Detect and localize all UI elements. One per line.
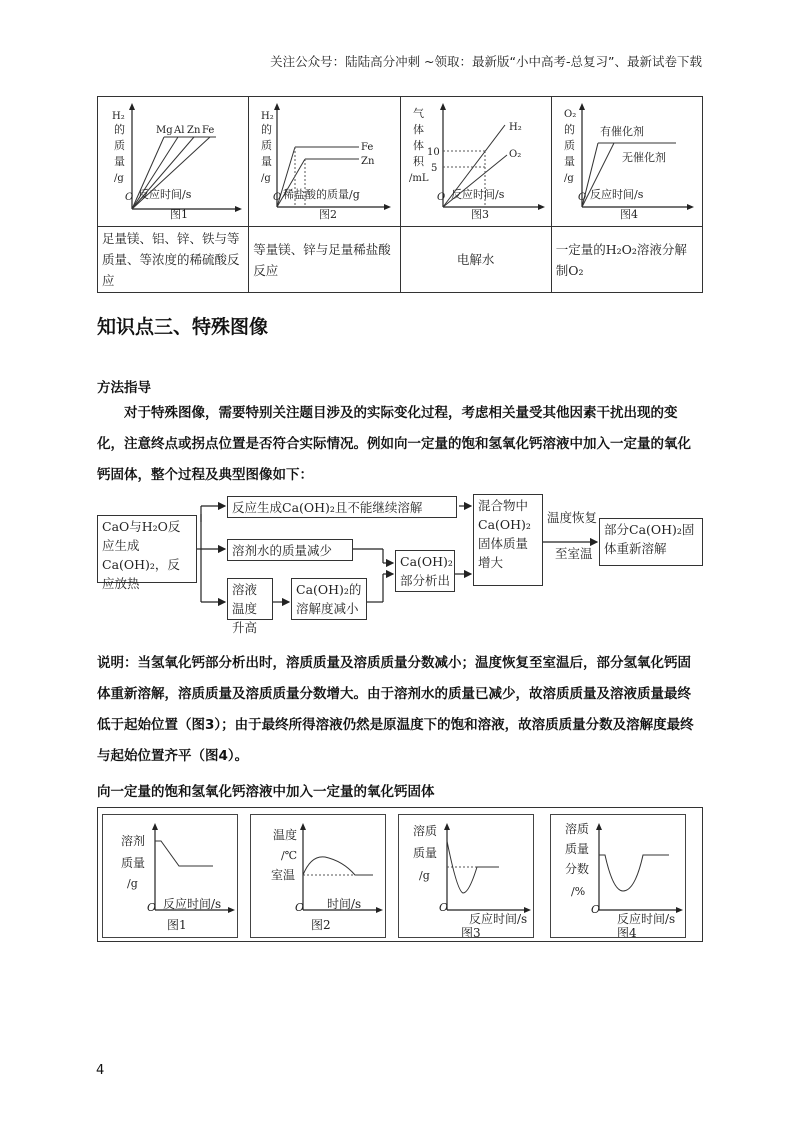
caption: 图2 [311,918,331,932]
ylabel: 体 [412,123,424,136]
figure-2-fe-zn [249,97,400,225]
table-cell-description: 足量镁、铝、锌、铁与等质量、等浓度的稀硫酸反应 [98,227,249,293]
ylabel: /g [127,877,138,890]
series-label: H₂ [508,122,522,133]
ylabel: O₂ [563,109,576,120]
ylabel: 积 [412,155,424,168]
table-cell-description: 一定量的H₂O₂溶液分解制O₂ [551,227,702,293]
ylabel: 溶质 [565,822,590,836]
origin: O [436,192,445,203]
caption: 图4 [619,208,638,221]
xlabel: 反应时间/s [589,188,644,201]
ylabel: 的 [261,123,273,136]
series-label: Fe [361,142,374,153]
table-cell-description: 电解水 [400,227,551,293]
flow-box-solid-increase: 混合物中Ca(OH)₂固体质量增大 [473,494,543,586]
figure-2-temperature [251,815,385,937]
tick-label: 5 [430,163,437,174]
figure-cell [250,814,386,938]
figure-1-mg-al-zn-fe [98,97,249,225]
method-label: 方法指导 [97,380,151,396]
xlabel: 反应时间/s [617,912,676,926]
figure-4-mass-fraction [551,815,685,937]
table-cell [551,97,702,227]
special-graphs-panel [97,807,703,942]
ylabel: 质 [563,139,575,152]
origin: O [147,901,157,914]
table-cell [98,97,249,227]
ylabel: 的 [114,123,125,136]
figure-1-solvent-mass [103,815,237,937]
page-header: 关注公众号：陆陆高分冲刺 ~领取：最新版“小中高考-总复习”、最新试卷下载 [270,54,702,69]
flow-box-temp-rise: 溶液温度升高 [227,578,273,620]
ylabel: 温度 [273,828,298,842]
xlabel: 反应时间/s [450,188,504,201]
ylabel: 质量 [413,846,438,860]
flowchart [97,492,703,635]
ylabel: 量 [114,155,125,168]
figure-3-electrolysis [401,97,552,225]
table-cell [249,97,400,227]
arrow-label-line2: 至室温 [555,546,593,561]
caption: 图1 [170,208,188,221]
caption: 图4 [617,926,637,937]
origin: O [273,192,282,203]
ylabel: 量 [261,155,273,168]
graphs-table [97,96,703,293]
flow-box-end: 部分Ca(OH)₂固体重新溶解 [599,518,703,566]
figure-4-catalyst [552,97,703,225]
flow-box-water-decrease: 溶剂水的质量减少 [227,539,353,561]
explanation-paragraph: 说明：当氢氧化钙部分析出时，溶质质量及溶质质量分数减小；温度恢复至室温后，部分氢氧化钙固体重新溶解，溶质质量及溶质质量分数增大。由于溶剂水的质量已减少，故溶质质量及溶液质量最终低于起始位置（图3）；由于最终所得溶液仍然是原温度下的饱和溶液，故溶质质量分数及溶解度最终与起始位置齐平（图4）。 [97,655,694,764]
ylabel: 分数 [565,862,590,876]
ylabel: 的 [563,123,575,136]
xlabel: 时间/s [327,897,362,911]
series-label: Mg [156,125,173,136]
ylabel: 质 [261,139,273,152]
ylabel: 溶质 [413,824,438,838]
section-title: 知识点三、特殊图像 [97,316,269,338]
flow-box-precipitate: Ca(OH)₂部分析出 [395,550,455,592]
ylabel: 气 [412,107,424,120]
ylabel: /g [563,173,574,184]
figure-cell [102,814,238,938]
caption: 图1 [167,918,187,932]
page-number: 4 [96,1063,105,1078]
origin: O [591,903,601,916]
series-label: Al [174,125,185,136]
ylabel: 质量 [121,856,146,870]
ylabel: /g [261,173,272,184]
xlabel: 反应时间/s [138,188,192,201]
table-cell-description: 等量镁、锌与足量稀盐酸反应 [249,227,400,293]
caption: 图3 [470,208,489,221]
series-label: O₂ [508,149,521,160]
ylabel: /% [571,885,586,898]
ylabel: 量 [563,155,575,168]
flow-box-solubility-decrease: Ca(OH)₂的溶解度减小 [291,578,367,620]
xlabel: 反应时间/s [163,897,222,911]
xlabel: 稀盐酸的质量/g [283,188,360,201]
figure-cell [550,814,686,938]
origin: O [295,901,305,914]
caption: 图3 [461,926,481,937]
xlabel: 反应时间/s [469,912,528,926]
ylabel: 溶剂 [121,834,146,848]
series-label: Zn [361,156,375,167]
ylabel: /g [419,869,430,882]
arrow-label-line1: 温度恢复 [547,510,598,525]
series-label: Zn [187,125,201,136]
ylabel: /℃ [281,849,298,862]
series-label: Fe [202,125,215,136]
series-label: 有催化剂 [599,125,644,138]
flow-box-start: CaO与H₂O反应生成Ca(OH)₂，反应放热 [97,515,197,583]
ylabel: /mL [408,173,428,184]
figure-cell [398,814,534,938]
origin: O [125,192,134,203]
ylabel: H₂ [112,111,125,122]
ylabel: 室温 [271,868,296,882]
table2-title: 向一定量的饱和氢氧化钙溶液中加入一定量的氧化钙固体 [97,784,435,800]
origin: O [439,901,449,914]
series-label: 无催化剂 [621,151,666,164]
ylabel: 质 [114,139,125,152]
figure-3-solute-mass [399,815,533,937]
ylabel: 质量 [565,842,590,856]
origin: O [577,192,586,203]
ylabel: H₂ [261,111,274,122]
caption: 图2 [319,208,338,221]
ylabel: 体 [412,139,424,152]
method-paragraph: 对于特殊图像，需要特别关注题目涉及的实际变化过程，考虑相关量受其他因素干扰出现的变化，注意终点或拐点位置是否符合实际情况。例如向一定量的饱和氢氧化钙溶液中加入一定量的氧化钙固体，整个过程及典型图像如下： [97,405,691,483]
tick-label: 10 [426,147,440,158]
ylabel: /g [114,173,124,184]
flow-box-reaction: 反应生成Ca(OH)₂且不能继续溶解 [227,496,457,518]
table-cell [400,97,551,227]
